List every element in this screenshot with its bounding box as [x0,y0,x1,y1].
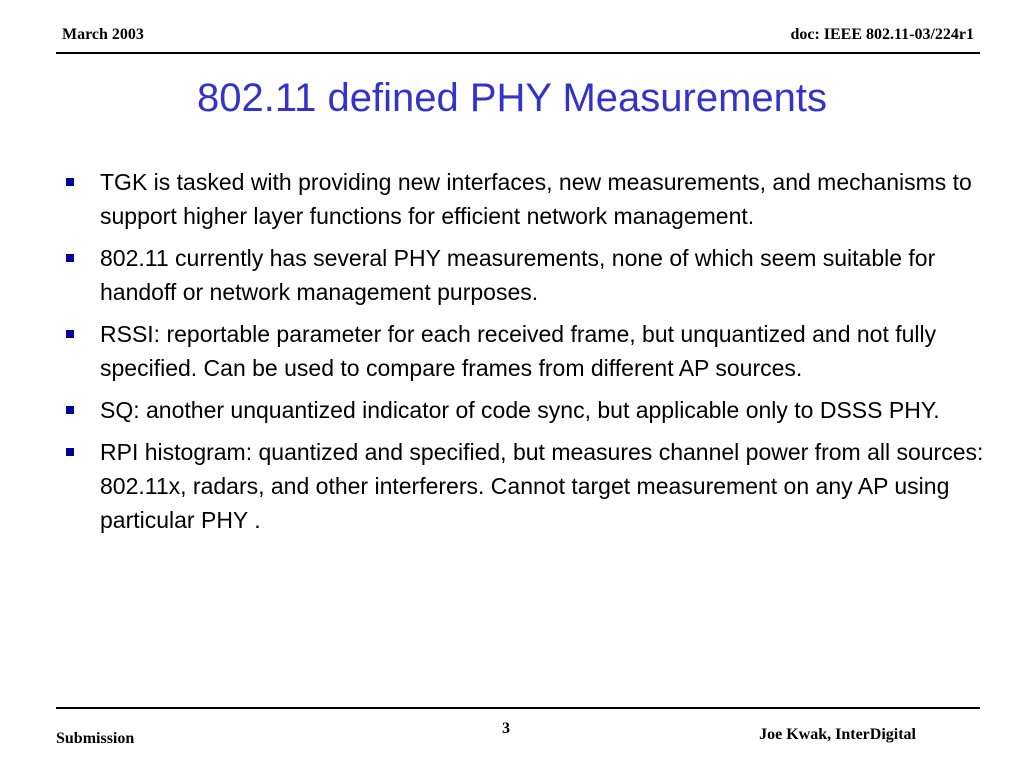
footer-submission: Submission [56,730,135,747]
header-divider [56,52,980,54]
header-date: March 2003 [62,26,144,43]
square-bullet-icon [66,448,74,456]
header-doc-id: doc: IEEE 802.11-03/224r1 [790,26,974,43]
bullet-text: SQ: another unquantized indicator of code sync, but applicable only to DSSS PHY. [100,397,940,423]
square-bullet-icon [66,330,74,338]
bullet-list [64,165,984,545]
bullet-text: TGK is tasked with providing new interfaces, new measurements, and mechanisms to support higher layer functions for efficient network management. [100,169,972,229]
square-bullet-icon [66,178,74,186]
square-bullet-icon [66,406,74,414]
bullet-text: RPI histogram: quantized and specified, but measures channel power from all sources: 802.11x, radars, and other interferers. Cannot target measurement on any AP using particular PHY . [100,439,984,533]
bullet-item [64,317,984,385]
slide-title: 802.11 defined PHY Measurements [196,76,828,120]
page-number: 3 [502,720,510,737]
footer-author: Joe Kwak, InterDigital [759,726,916,743]
bullet-item [64,165,984,233]
bullet-item [64,393,984,427]
bullet-text: 802.11 currently has several PHY measurements, none of which seem suitable for handoff or network management purposes. [100,245,936,305]
footer-divider [56,707,980,709]
square-bullet-icon [66,254,74,262]
bullet-item [64,435,984,537]
bullet-text: RSSI: reportable parameter for each received frame, but unquantized and not fully specified. Can be used to compare frames from different AP sources. [100,321,937,381]
bullet-item [64,241,984,309]
